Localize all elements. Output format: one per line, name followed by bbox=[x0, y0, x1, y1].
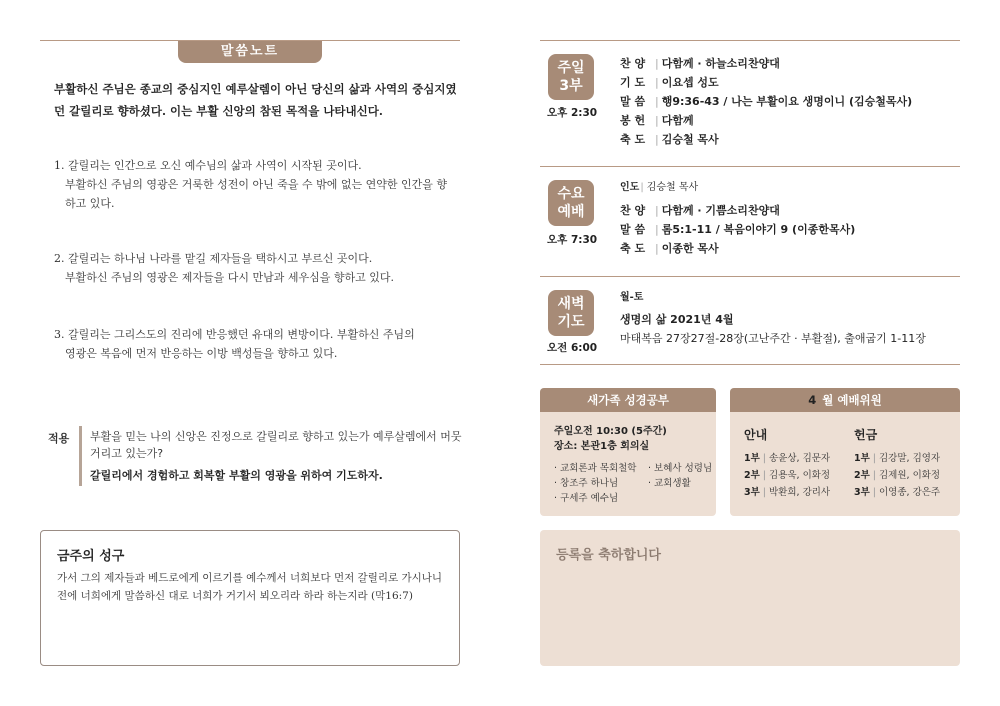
point-2 bbox=[54, 249, 454, 287]
service-time: 오후 2:30 bbox=[547, 107, 598, 119]
offering-row: 3부 | 이영종, 강은주 bbox=[854, 487, 941, 498]
service-row: 봉 헌 | 다함께 bbox=[620, 114, 694, 127]
registration-title: 등록을 축하합니다 bbox=[556, 548, 661, 563]
point-continuation: 부활하신 주님의 영광은 제자들을 다시 만남과 세우심을 향하고 있다. bbox=[65, 271, 394, 284]
application-bar bbox=[79, 426, 82, 486]
service-leader: 인도| 김승철 목사 bbox=[620, 180, 698, 196]
guide-title: 안내 bbox=[744, 428, 768, 442]
service-time: 오후 7:30 bbox=[547, 234, 598, 246]
new-family-study-card bbox=[540, 388, 716, 516]
study-location: 장소: 본관1층 회의실 bbox=[554, 441, 650, 452]
names: 김강말, 김영자 bbox=[879, 453, 941, 464]
guide-row: 1부 | 송윤상, 김문자 bbox=[744, 453, 831, 464]
section-title: 말씀노트 bbox=[178, 41, 322, 63]
row-label: 말 씀 bbox=[620, 223, 646, 236]
committee-title: 월 예배위원 bbox=[822, 393, 882, 407]
badge-line: 수요 bbox=[557, 186, 585, 202]
badge-line: 예배 bbox=[557, 204, 585, 220]
weekly-verse-text: 가서 그의 제자들과 베드로에게 이르기를 예수께서 너희보다 먼저 갈릴리로 가시나니 전에 너희에게 말씀하신 대로 너희가 거기서 뵈오리라 하라 하는지라 (막16:7) bbox=[57, 572, 443, 602]
service-time: 오전 6:00 bbox=[547, 342, 598, 354]
guide-row: 3부 | 박환희, 강리사 bbox=[744, 487, 831, 498]
row-value: 롬5:1-11 / 복음이야기 9 (이종한목사) bbox=[661, 223, 856, 236]
names: 이영종, 강은주 bbox=[879, 487, 941, 498]
study-topic: · 창조주 하나님 bbox=[554, 478, 619, 489]
service-row: 축 도 | 이종한 목사 bbox=[620, 242, 719, 255]
badge-line: 기도 bbox=[557, 314, 585, 330]
point-line: 3. 갈릴리는 그리스도의 진리에 반응했던 유대의 변방이다. 부활하신 주님의 bbox=[54, 328, 415, 341]
service-badge bbox=[548, 290, 594, 336]
part-label: 3부 bbox=[744, 487, 760, 498]
names: 박환희, 강리사 bbox=[769, 487, 831, 498]
service-badge bbox=[548, 54, 594, 100]
row-label: 축 도 bbox=[620, 133, 646, 146]
service-row: 기 도 | 이요셉 성도 bbox=[620, 76, 719, 89]
part-label: 3부 bbox=[854, 487, 870, 498]
point-3 bbox=[54, 325, 454, 363]
dawn-days: 월-토 bbox=[620, 292, 644, 303]
registration-card bbox=[540, 530, 960, 666]
row-value: 이요셉 성도 bbox=[661, 76, 719, 89]
part-label: 2부 bbox=[854, 470, 870, 481]
badge-line: 새벽 bbox=[557, 296, 585, 312]
weekly-verse-title: 금주의 성구 bbox=[57, 549, 125, 564]
row-value: 행9:36-43 / 나는 부활이요 생명이니 (김승철목사) bbox=[661, 95, 913, 108]
offering-row: 2부 | 김제원, 이화정 bbox=[854, 470, 941, 481]
study-topic: · 교회론과 목회철학 bbox=[554, 463, 637, 474]
study-topic: · 구세주 예수님 bbox=[554, 493, 619, 504]
row-value: 김승철 목사 bbox=[661, 133, 719, 146]
application-text: 부활을 믿는 나의 신앙은 진정으로 갈릴리로 향하고 있는가 예루살렘에서 머뭇거리고 있는가? bbox=[90, 430, 462, 460]
row-value: 다함께 · 기쁨소리찬양대 bbox=[661, 204, 780, 217]
row-value: 다함께 bbox=[661, 114, 694, 127]
row-label: 봉 헌 bbox=[620, 114, 646, 127]
worship-committee-card bbox=[730, 388, 960, 516]
badge-line: 3부 bbox=[559, 78, 583, 94]
row-value: 김승철 목사 bbox=[646, 182, 699, 193]
row-label: 인도 bbox=[620, 182, 640, 193]
service-dawn-prayer bbox=[540, 276, 960, 364]
service-row: 말 씀 | 행9:36-43 / 나는 부활이요 생명이니 (김승철목사) bbox=[620, 95, 913, 108]
study-topic: · 보혜사 성령님 bbox=[648, 463, 713, 474]
application-prayer: 갈릴리에서 경험하고 회복할 부활의 영광을 위하여 기도하자. bbox=[90, 469, 383, 482]
card-header: 새가족 성경공부 bbox=[540, 388, 716, 412]
intro-paragraph: 부활하신 주님은 종교의 중심지인 예루살렘이 아닌 당신의 삶과 사역의 중심지였던 갈릴리로 향하셨다. 이는 부활 신앙의 참된 목적을 나타내신다. bbox=[54, 82, 457, 118]
service-row: 찬 양 | 다함께 · 하늘소리찬양대 bbox=[620, 57, 780, 70]
part-label: 2부 bbox=[744, 470, 760, 481]
study-time: 주일오전 10:30 (5주간) bbox=[554, 426, 667, 437]
point-line: 1. 갈릴리는 인간으로 오신 예수님의 삶과 사역이 시작된 곳이다. bbox=[54, 159, 362, 172]
card-header bbox=[730, 388, 960, 412]
point-continuation: 영광은 복음에 먼저 반응하는 이방 백성들을 향하고 있다. bbox=[65, 347, 338, 360]
row-label: 기 도 bbox=[620, 76, 646, 89]
offering-row: 1부 | 김강말, 김영자 bbox=[854, 453, 941, 464]
dawn-reading: 마태복음 27장27절-28장(고난주간 · 부활절), 출애굽기 1-11장 bbox=[620, 332, 926, 345]
committee-month: 4 bbox=[808, 393, 817, 407]
offering-title: 헌금 bbox=[854, 428, 878, 442]
service-row: 찬 양 | 다함께 · 기쁨소리찬양대 bbox=[620, 204, 780, 217]
row-value: 이종한 목사 bbox=[661, 242, 719, 255]
names: 김제원, 이화정 bbox=[879, 470, 941, 481]
badge-line: 주일 bbox=[557, 60, 585, 76]
part-label: 1부 bbox=[744, 453, 760, 464]
point-continuation: 부활하신 주님의 영광은 거룩한 성전이 아닌 죽을 수 밖에 없는 연약한 인간을 향하고 있다. bbox=[65, 178, 447, 210]
names: 송윤상, 김문자 bbox=[769, 453, 831, 464]
point-1 bbox=[54, 156, 454, 213]
row-value: 다함께 · 하늘소리찬양대 bbox=[661, 57, 780, 70]
row-label: 말 씀 bbox=[620, 95, 646, 108]
divider bbox=[540, 364, 960, 365]
guide-row: 2부 | 김용욱, 이화정 bbox=[744, 470, 831, 481]
service-wednesday bbox=[540, 166, 960, 276]
service-row: 말 씀 | 롬5:1-11 / 복음이야기 9 (이종한목사) bbox=[620, 223, 856, 236]
service-row: 축 도 | 김승철 목사 bbox=[620, 133, 719, 146]
weekly-verse-box bbox=[40, 530, 460, 666]
study-topic: · 교회생활 bbox=[648, 478, 691, 489]
names: 김용욱, 이화정 bbox=[769, 470, 831, 481]
part-label: 1부 bbox=[854, 453, 870, 464]
row-label: 축 도 bbox=[620, 242, 646, 255]
application-label: 적용 bbox=[48, 432, 70, 445]
dawn-book: 생명의 삶 2021년 4월 bbox=[620, 313, 734, 326]
point-line: 2. 갈릴리는 하나님 나라를 맡길 제자들을 택하시고 부르신 곳이다. bbox=[54, 252, 373, 265]
service-sunday-3 bbox=[540, 40, 960, 166]
row-label: 찬 양 bbox=[620, 57, 646, 70]
row-label: 찬 양 bbox=[620, 204, 646, 217]
service-badge bbox=[548, 180, 594, 226]
